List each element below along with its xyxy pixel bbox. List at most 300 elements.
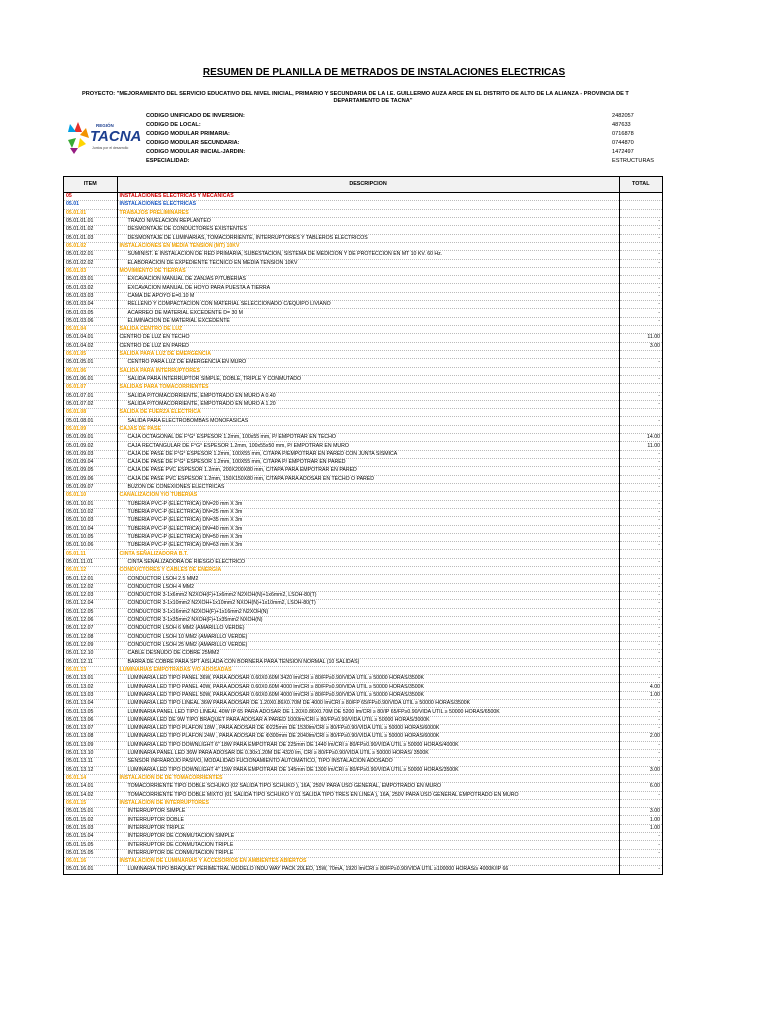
table-row [64,616,663,624]
table-row [64,758,663,766]
item-code: 05.01.07.02 [64,400,118,408]
item-description: LUMINARIA LED TIPO PLAFON 18W , PARA ADOSAR DE Φ225mm DE 1530lm/CRI ≥ 80/FP≥0.90/VIDA UTIL ≥ 50000 HORAS/6000K [117,725,619,733]
table-row [64,542,663,550]
item-description: CENTRO DE LUZ EN TECHO [117,334,619,342]
table-row [64,808,663,816]
item-description: CONDUCTOR LSOH 10 MM2 (AMARILLO VERDE) [117,633,619,641]
item-total: - [619,791,662,799]
item-total: - [619,625,662,633]
table-row [64,284,663,292]
item-description: LUMINARIA LED TIPO DOWNLIGHT 6" 18W PARA EMPOTRAR DE 225mm DE 1440 lm/CRI ≥ 80/FP≥0.90/VIDA UTIL ≥ 50000 HORAS/4000K [117,741,619,749]
item-description: DESMONTAJE DE CONDUCTORES EXISTENTES [117,226,619,234]
item-total: - [619,500,662,508]
item-total: 1.00 [619,691,662,699]
code-value: ESTRUCTURAS [612,158,654,164]
item-description: INTERRUPTOR DE CONMUTACION TRIPLE [117,841,619,849]
item-total: 1.00 [619,816,662,824]
item-code: 05.01.15.05 [64,841,118,849]
code-value: 1472497 [612,149,634,155]
item-total: - [619,359,662,367]
item-description: TUBERIA PVC-P (ELECTRICA) DN=63 mm X 3m [117,542,619,550]
item-code: 05.01.06.01 [64,375,118,383]
item-code: 05.01.09.04 [64,459,118,467]
item-description: MOVIMIENTO DE TIERRAS [117,267,619,275]
item-code: 05.01.16.01 [64,866,118,874]
table-row [64,483,663,491]
table-row [64,234,663,242]
item-code: 05.01.04.01 [64,334,118,342]
item-code: 05.01.12.11 [64,658,118,666]
item-code: 05.01.05 [64,350,118,358]
item-total: - [619,400,662,408]
project-line-2: DEPARTAMENTO DE TACNA" [333,98,413,104]
item-total: - [619,450,662,458]
table-row [64,409,663,417]
item-description: CONDUCTOR 3-1x35mm2 NXOH(F)+1x35mm2 NXOH(N) [117,616,619,624]
item-total [619,858,662,866]
item-code: 05.01.01 [64,209,118,217]
item-total: - [619,650,662,658]
table-row [64,384,663,392]
item-code: 05.01.12.04 [64,600,118,608]
item-total: - [619,542,662,550]
item-code: 05.01.10.04 [64,525,118,533]
logo-tagline: Juntos por el desarrollo [92,146,129,150]
table-row [64,434,663,442]
item-code: 05.01.13.11 [64,758,118,766]
item-code: 05.01.03.04 [64,301,118,309]
item-code: 05.01.13.07 [64,725,118,733]
item-description: LUMINARIA LED DE 9W TIPO BRAQUET PARA ADOSAR A PARED 1000lm/CRI ≥ 80/FP≥0.90/VIDA UTIL ≥ 50000 HORAS/3000K [117,716,619,724]
item-description: SENSOR INFRAROJO PASIVO, MODALIDAD FUCIONAMIENTO AUTOMATICO, TIPO INSTALACION ADOSADO [117,758,619,766]
table-row [64,309,663,317]
item-description: INSTALACIONES ELECTRICAS Y MECANICAS [117,193,619,201]
item-code: 05.01.10 [64,492,118,500]
item-code: 05.01.10.03 [64,517,118,525]
item-total: - [619,475,662,483]
item-total: - [619,309,662,317]
item-total: - [619,533,662,541]
item-code: 05.01.09.06 [64,475,118,483]
item-total: 11.00 [619,442,662,450]
item-description: CAJA DE PASE PVC ESPESOR 1.2mm, 200X200X80 mm, C/TAPA PARA EMPOTRAR EN PARED [117,467,619,475]
item-description: CONDUCTOR 3-1x6mm2 N2XOH(F)+1x6mm2 N2XOH(N)+1x6mm2, LSOH-80(T) [117,592,619,600]
item-code: 05.01.12.01 [64,575,118,583]
item-description: LUMINARIA TIPO BRAQUET PERIMETRAL MODELO INDU WAY PACK 20LED, 15W, 70mA, 1920 lm/CRI ≥ 80/FP≥0.90/VIDA UTIL ≥100000 HORAS/≥ 4000K/IP 66 [117,866,619,874]
item-description: CAJA RECTANGULAR DE F°G° ESPESOR 1.2mm, 100x55x50 mm, P/ EMPOTRAR EN MURO [117,442,619,450]
item-description: CINTA SEÑALIZADORA B.T. [117,550,619,558]
item-description: INSTALACIONES ELECTRICAS [117,201,619,209]
table-row [64,733,663,741]
item-description: INTERRUPTOR SIMPLE [117,808,619,816]
item-code: 05.01.13.08 [64,733,118,741]
item-total: - [619,417,662,425]
item-code: 05.01.15.03 [64,824,118,832]
item-total: 2.00 [619,733,662,741]
item-description: INSTALACIONES EN MEDIA TENSION (MT) 10KV [117,242,619,250]
item-code: 05.01.09.01 [64,434,118,442]
item-total [619,267,662,275]
table-row [64,467,663,475]
item-total: - [619,675,662,683]
item-code: 05.01.09.02 [64,442,118,450]
item-description: INTERRUPTOR TRIPLE [117,824,619,832]
table-row [64,791,663,799]
table-row [64,849,663,857]
item-code: 05.01.15.04 [64,833,118,841]
item-code: 05.01.15.01 [64,808,118,816]
item-total: - [619,558,662,566]
item-description: CAJA OCTAGONAL DE F°G° ESPESOR 1.2mm, 100x55 mm, P/ EMPOTRAR EN TECHO [117,434,619,442]
code-label: CODIGO MODULAR SECUNDARIA: [146,140,240,146]
table-row [64,500,663,508]
item-code: 05.01.06 [64,367,118,375]
code-value: 0716878 [612,131,634,137]
item-total: 6.00 [619,783,662,791]
item-code: 05.01.03.05 [64,309,118,317]
item-total: - [619,292,662,300]
item-code: 05.01.13.05 [64,708,118,716]
item-code: 05.01.13.06 [64,716,118,724]
item-total: - [619,758,662,766]
item-total: - [619,616,662,624]
table-row [64,533,663,541]
item-code: 05.01.11 [64,550,118,558]
table-row [64,816,663,824]
item-code: 05.01.12.05 [64,608,118,616]
item-description: CAJA DE PASE PVC ESPESOR 1.2mm, 150X150X80 mm, C/TAPA PARA ADOSAR EN TECHO O PARED [117,475,619,483]
table-row [64,359,663,367]
item-description: RELLENO Y COMPACTACION CON MATERIAL SELECCIONADO C/EQUIPO LIVIANO [117,301,619,309]
code-value: 2482057 [612,113,634,119]
item-total [619,492,662,500]
item-description: INTERRUPTOR DOBLE [117,816,619,824]
table-row [64,267,663,275]
item-description: CAJA DE PASE DE F°G° ESPESOR 1.2mm, 100X55 mm, C/TAPA P/EMPOTRAR EN PARED CON JUNTA SISMICA [117,450,619,458]
item-total: - [619,725,662,733]
item-code: 05.01.07 [64,384,118,392]
item-description: TRABAJOS PRELIMINARES [117,209,619,217]
item-code: 05.01.01.01 [64,217,118,225]
item-description: TUBERIA PVC-P (ELECTRICA) DN=40 mm X 3m [117,525,619,533]
item-description: INSTALACION DE INTERRUPTORES [117,799,619,807]
item-total [619,425,662,433]
code-label: CODIGO MODULAR INICIAL-JARDIN: [146,149,246,155]
item-description: SALIDA PARA INTERRUPTORES [117,367,619,375]
table-row [64,334,663,342]
header-description: DESCRIPCION [117,177,619,193]
table-row [64,201,663,209]
table-row [64,525,663,533]
item-description: TRAZO NIVELACION REPLANTEO [117,217,619,225]
table-row [64,833,663,841]
item-total: - [619,467,662,475]
item-total: - [619,276,662,284]
table-row [64,766,663,774]
table-row [64,193,663,201]
item-code: 05.01.09.03 [64,450,118,458]
table-row [64,683,663,691]
item-total [619,242,662,250]
table-row [64,550,663,558]
item-code: 05.01.08.01 [64,417,118,425]
item-total: - [619,217,662,225]
item-total: - [619,575,662,583]
item-code: 05.01.04 [64,326,118,334]
item-description: INSTALACION DE DE TOMACORRIENTES [117,774,619,782]
table-row [64,675,663,683]
item-description: LUMINARIA LED TIPO PANEL 50W, PARA ADOSAR 0.60X0.60M 4000 lm/CRI ≥ 80/FP≥0.90/VIDA UTIL ≥ 50000 HORAS/3500K [117,691,619,699]
item-code: 05.01.13.10 [64,749,118,757]
item-description: CONDUCTOR LSOH 25 MM2 (AMARILLO VERDE) [117,641,619,649]
item-description: CAJA DE PASE DE F°G° ESPESOR 1.2mm, 100X55 mm, C/TAPA P/ EMPOTRAR EN PARED [117,459,619,467]
item-description: SALIDA CENTRO DE LUZ [117,326,619,334]
item-total: - [619,317,662,325]
table-row [64,575,663,583]
table-row [64,583,663,591]
item-code: 05.01.03.02 [64,284,118,292]
item-total: - [619,716,662,724]
item-code: 05.01.02.02 [64,259,118,267]
item-description: DESMONTAJE DE LUMINARIAS, TOMACORRIENTE, INTERRUPTORES Y TABLEROS ELECTRICOS [117,234,619,242]
item-description: SALIDA P/TOMACORRIENTE, EMPOTRADO EN MURO A 1.20 [117,400,619,408]
item-code: 05.01.13.03 [64,691,118,699]
table-row [64,508,663,516]
project-line-1: PROYECTO: "MEJORAMIENTO DEL SERVICIO EDUCATIVO DEL NIVEL INICIAL, PRIMARIO Y SECUNDARIA DE LA I.E. GUILLERMO AUZA ARCE EN EL DISTRITO DE ALTO DE LA ALIANZA - PROVINCIA DE T [82,91,629,97]
item-code: 05.01.13.09 [64,741,118,749]
item-description: SALIDA PARA LUZ DE EMERGENCIA [117,350,619,358]
table-row [64,209,663,217]
item-code: 05.01.14.01 [64,783,118,791]
item-description: LUMINARIA LED TIPO DOWNLIGHT 4" 15W PARA EMPOTRAR DE 145mm DE 1300 lm/CRI ≥ 80/FP≥0.90/VIDA UTIL ≥ 50000 HORAS/3500K [117,766,619,774]
item-code: 05.01.12.02 [64,583,118,591]
item-code: 05.01.03.01 [64,276,118,284]
item-code: 05.01.10.02 [64,508,118,516]
logo-small-text: REGIÓN [96,123,114,128]
item-description: SALIDA P/TOMACORRIENTE, EMPOTRADO EN MURO A 0.40 [117,392,619,400]
item-code: 05.01.10.05 [64,533,118,541]
item-description: CONDUCTOR LSOH 2.5 MM2 [117,575,619,583]
item-code: 05.01.12.07 [64,625,118,633]
item-description: TOMACORRIENTE TIPO DOBLE MIXTO (01 SALIDA TIPO SCHUKO Y 01 SALIDA TIPO TRES EN LINEA ), 16A, 250V PARA USO GENERAL EMPOTRADO EN MURO [117,791,619,799]
item-code: 05.01.01.02 [64,226,118,234]
table-row [64,292,663,300]
table-row [64,650,663,658]
table-row [64,317,663,325]
item-code: 05.01.08 [64,409,118,417]
item-code: 05.01.12.09 [64,641,118,649]
item-total: - [619,392,662,400]
table-row [64,367,663,375]
item-code: 05.01.09.05 [64,467,118,475]
header-total: TOTAL [619,177,662,193]
item-description: LUMINARIA LED TIPO LINEAL 36W PARA ADOSAR DE 1.20X0.86X0.70M DE 4000 lm/CRI ≥ 80/FP 65/FP≥0.90/VIDA UTIL ≥ 50000 HORAS/3500K [117,700,619,708]
item-code: 05.01.15.02 [64,816,118,824]
item-total [619,326,662,334]
item-description: INSTALACION DE LUMINARIAS Y ACCESORIOS EN AMBIENTES ABIERTOS [117,858,619,866]
codes-labels [146,112,245,166]
item-total: - [619,251,662,259]
code-label: CODIGO DE LOCAL: [146,122,201,128]
item-code: 05.01.12.03 [64,592,118,600]
metrados-table [63,176,663,875]
table-row [64,350,663,358]
item-total [619,409,662,417]
item-description: CONDUCTOR 3-1x16mm2 N2XOH(F)+1x16mm2 N2XOH(N) [117,608,619,616]
item-description: TUBERIA PVC-P (ELECTRICA) DN=50 mm X 3m [117,533,619,541]
code-label: CODIGO UNIFICADO DE INVERSION: [146,113,245,119]
table-row [64,417,663,425]
item-total: - [619,226,662,234]
item-code: 05.01.11.01 [64,558,118,566]
item-code: 05.01.12 [64,567,118,575]
item-description: INTERRUPTOR DE CONMUTACION SIMPLE [117,833,619,841]
item-description: EXCAVACION MANUAL DE ZANJAS P/TUBERIAS [117,276,619,284]
table-row [64,492,663,500]
item-total [619,201,662,209]
table-row [64,666,663,674]
item-code: 05.01.10.06 [64,542,118,550]
item-total: 3.00 [619,342,662,350]
item-total: - [619,608,662,616]
item-total: - [619,833,662,841]
code-label: ESPECIALIDAD: [146,158,190,164]
item-total: - [619,641,662,649]
item-code: 05.01.15.05 [64,849,118,857]
table-row [64,799,663,807]
table-row [64,450,663,458]
table-row [64,716,663,724]
table-row [64,251,663,259]
item-code: 05.01.10.01 [64,500,118,508]
codes-values [612,112,654,166]
item-description: CABLE DESNUDO DE COBRE 25MM2 [117,650,619,658]
item-description: LUMINARIA LED TIPO PLAFON 24W , PARA ADOSAR DE Φ300mm DE 2040lm/CRI ≥ 80/FP≥0.90/VIDA UTIL ≥ 50000 HORAS/6000K [117,733,619,741]
item-total [619,367,662,375]
item-description: CENTRO PARA LUZ DE EMERGENCIA EN MURO [117,359,619,367]
table-row [64,858,663,866]
item-total: - [619,633,662,641]
item-description: ACARREO DE MATERIAL EXCEDENTE D= 30 M [117,309,619,317]
item-code: 05.01.14 [64,774,118,782]
item-code: 05.01.13.01 [64,675,118,683]
item-code: 05.01.12.06 [64,616,118,624]
table-row [64,475,663,483]
code-label: CODIGO MODULAR PRIMARIA: [146,131,230,137]
item-total [619,209,662,217]
table-row [64,592,663,600]
table-row [64,633,663,641]
item-description: TOMACORRIENTE TIPO DOBLE SCHUKO (02 SALIDA TIPO SCHUKO ), 16A, 250V PARA USO GENERAL, EMPOTRADO EN MURO [117,783,619,791]
item-description: BARRA DE COBRE PARA SPT AISLADA CON BORNERA PARA TENSION NORMAL (10 SALIDAS) [117,658,619,666]
item-description: BUZON DE CONEXIONES ELECTRICAS [117,483,619,491]
item-code: 05.01.13.04 [64,700,118,708]
item-description: CONDUCTORES Y CABLES DE ENERGIA [117,567,619,575]
item-total [619,567,662,575]
item-description: CINTA SEÑALIZADORA DE RIESGO ELECTRICO [117,558,619,566]
table-header-row [64,177,663,193]
item-code: 05.01.03.03 [64,292,118,300]
item-description: EXCAVACION MANUAL DE HOYO PARA PUESTA A TIERRA [117,284,619,292]
table-row [64,749,663,757]
item-total: - [619,525,662,533]
item-description: LUMINARIA LED TIPO PANEL 40W, PARA ADOSAR 0.60X0.60M 4000 lm/CRI ≥ 80/FP≥0.90/VIDA UTIL ≥ 50000 HORAS/3500K [117,683,619,691]
item-total [619,774,662,782]
item-description: LUMINARIA LED TIPO PANEL 36W, PARA ADOSAR 0.60X0.60M 3420 lm/CRI ≥ 80/FP≥0.90/VIDA UTIL ≥ 50000 HORAS/3500K [117,675,619,683]
item-total: - [619,600,662,608]
item-description: ELIMINACION DE MATERIAL EXCEDENTE [117,317,619,325]
table-row [64,608,663,616]
item-total: - [619,508,662,516]
item-description: SALIDAS PARA TOMACORRIENTES [117,384,619,392]
item-total: 14.00 [619,434,662,442]
table-row [64,866,663,874]
item-description: SUMINIST. E INSTALACION DE RED PRIMARIA, SUBESTACION, SISTEMA DE MEDICION Y DE PROTECCION EN MT 10 KV. 60 Hz. [117,251,619,259]
item-total: - [619,841,662,849]
table-row [64,774,663,782]
item-description: LUMINARIAS EMPOTRADAS Y/O ADOSADAS [117,666,619,674]
table-row [64,342,663,350]
item-total: - [619,592,662,600]
item-code: 05.01.09.07 [64,483,118,491]
item-description: ELABORACION DE EXPEDIENTE TECNICO EN MEDIA TENSION 10KV [117,259,619,267]
item-total [619,350,662,358]
item-description: SALIDA PARA INTERRUPTOR SIMPLE, DOBLE, TRIPLE Y CONMUTADO [117,375,619,383]
table-row [64,641,663,649]
table-row [64,301,663,309]
item-total: - [619,658,662,666]
code-value: 0744870 [612,140,634,146]
item-code: 05.01.12.10 [64,650,118,658]
table-row [64,783,663,791]
item-description: TUBERIA PVC-P (ELECTRICA) DN=35 mm X 3m [117,517,619,525]
header-item: ITEM [64,177,118,193]
item-total: - [619,866,662,874]
item-total: - [619,259,662,267]
item-total [619,193,662,201]
logo-big-text: TACNA [90,128,142,145]
item-code: 05.01 [64,201,118,209]
item-description: INTERRUPTOR DE CONMUTACION TRIPLE [117,849,619,857]
item-description: CAMA DE APOYO E=0.10 M [117,292,619,300]
item-code: 05.01.13.12 [64,766,118,774]
item-total: 3.00 [619,808,662,816]
item-total: 4.00 [619,683,662,691]
table-row [64,824,663,832]
table-row [64,708,663,716]
page-title: RESUMEN DE PLANILLA DE METRADOS DE INSTALACIONES ELECTRICAS [202,67,566,78]
item-description: CAJAS DE PASE [117,425,619,433]
item-code: 05.01.16 [64,858,118,866]
item-code: 05.01.02.01 [64,251,118,259]
table-row [64,558,663,566]
item-description: TUBERIA PVC-P (ELECTRICA) DN=25 mm X 3m [117,508,619,516]
item-total: - [619,741,662,749]
item-code: 05.01.13 [64,666,118,674]
table-row [64,242,663,250]
item-code: 05.01.03 [64,267,118,275]
table-row [64,741,663,749]
item-total: 11.00 [619,334,662,342]
table-row [64,425,663,433]
table-row [64,217,663,225]
item-total: - [619,749,662,757]
item-total: - [619,284,662,292]
item-total: - [619,849,662,857]
table-row [64,276,663,284]
table-row [64,259,663,267]
table-row [64,700,663,708]
